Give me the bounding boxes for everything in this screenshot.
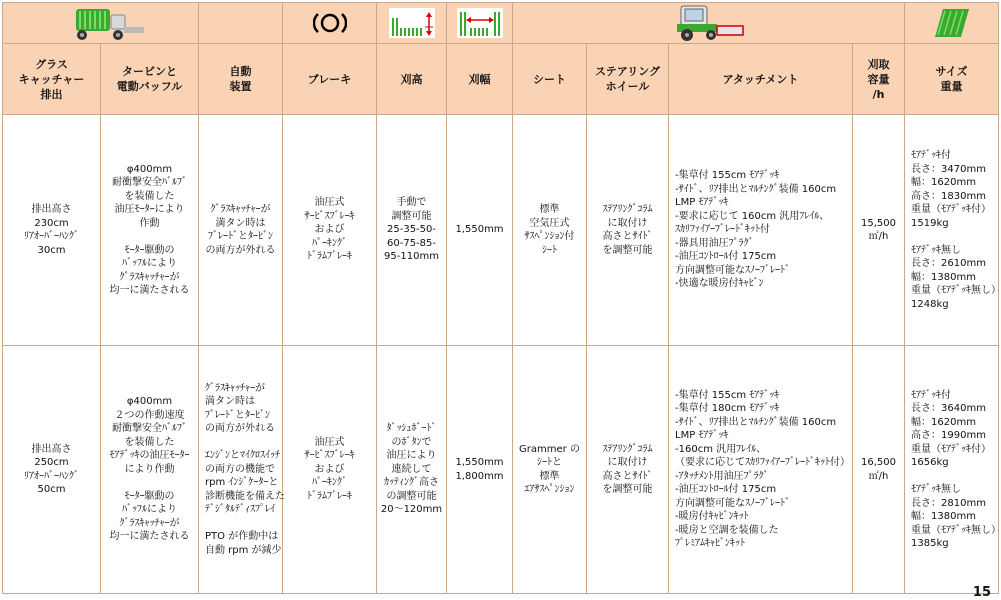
cell-auto: ｸﾞﾗｽｷｬｯﾁｬｰが 満タン時は ﾌﾞﾚｰﾄﾞとﾀｰﾋﾞﾝ の両方が外れる ｴﾝｼﾞﾝとﾏｲｸﾛｽｲｯﾁ の両方の機能で rpm ｲﾝｼﾞｹｰﾀｰと 診断機能を備えた ﾃﾞｼﾞﾀﾙﾃﾞｨｽﾌﾟﾚｲ PTO が作動中は 自動 rpm が減少 bbox=[199, 346, 283, 594]
header-width: 刈幅 bbox=[447, 44, 513, 115]
cell-turbine: φ400mm 耐衝撃安全ﾊﾞﾙﾌﾞ を装備した 油圧ﾓｰﾀｰにより 作動 ﾓｰﾀｰ駆動の ﾊﾞｯﾌﾙにより ｸﾞﾗｽｷｬｯﾁｬｰが 均一に満たされる bbox=[101, 115, 199, 346]
cell-brake: 油圧式 ｻｰﾋﾞｽﾌﾞﾚｰｷ および ﾊﾟｰｷﾝｸﾞ ﾄﾞﾗﾑﾌﾞﾚｰｷ bbox=[283, 115, 377, 346]
cab-tractor-icon bbox=[673, 4, 745, 42]
mower-icon-cell bbox=[3, 3, 199, 44]
grass-field-icon bbox=[933, 7, 971, 39]
header-attachment: アタッチメント bbox=[669, 44, 853, 115]
brake-icon-cell bbox=[283, 3, 377, 44]
header-row bbox=[3, 44, 999, 115]
header-brake: ブレーキ bbox=[283, 44, 377, 115]
header-turbine: タービンと 電動バッフル bbox=[101, 44, 199, 115]
cell-attachment: -集草付 155cm ﾓｱﾃﾞｯｷ -集草付 180cm ﾓｱﾃﾞｯｷ -ｻｲﾄﾞ、ﾘｱ排出とﾏﾙﾁﾝｸﾞ装備 160cm LMP ﾓｱﾃﾞｯｷ -160cm 汎用ﾌﾚｲﾙ、 （要求に応じてｽｶﾘﾌｧｲｱｰﾌﾞﾚｰﾄﾞｷｯﾄ付） -ｱﾀｯﾁﾒﾝﾄ用油圧ﾌﾟﾗｸﾞ -油圧ｺﾝﾄﾛｰﾙ付 175cm 方向調整可能なｽﾉｰﾌﾞﾚｰﾄﾞ -暖房付ｷｬﾋﾞﾝｷｯﾄ -暖房と空調を装備した ﾌﾟﾚﾐｱﾑｷｬﾋﾞﾝｷｯﾄ bbox=[669, 346, 853, 594]
header-height: 刈高 bbox=[377, 44, 447, 115]
grass-mower-icon bbox=[56, 5, 146, 41]
header-auto: 自動 装置 bbox=[199, 44, 283, 115]
cell-steering: ｽﾃｱﾘﾝｸﾞｺﾗﾑ に取付け 高さとｻｲﾄﾞ を調整可能 bbox=[587, 346, 669, 594]
auto-icon-cell bbox=[199, 3, 283, 44]
table-row bbox=[3, 115, 999, 346]
page-number: 15 bbox=[972, 585, 991, 600]
cell-brake: 油圧式 ｻｰﾋﾞｽﾌﾞﾚｰｷ および ﾊﾟｰｷﾝｸﾞ ﾄﾞﾗﾑﾌﾞﾚｰｷ bbox=[283, 346, 377, 594]
cell-steering: ｽﾃｱﾘﾝｸﾞｺﾗﾑ に取付け 高さとｻｲﾄﾞ を調整可能 bbox=[587, 115, 669, 346]
cell-attachment: -集草付 155cm ﾓｱﾃﾞｯｷ -ｻｲﾄﾞ、ﾘｱ排出とﾏﾙﾁﾝｸﾞ装備 160cm LMP ﾓｱﾃﾞｯｷ -要求に応じて 160cm 汎用ﾌﾚｲﾙ、 ｽｶﾘﾌｧｲｱｰﾌﾞﾚｰﾄﾞｷｯﾄ付 -器具用油圧ﾌﾟﾗｸﾞ -油圧ｺﾝﾄﾛｰﾙ付 175cm 方向調整可能なｽﾉｰﾌﾞﾚｰﾄﾞ -快適な暖房付ｷｬﾋﾞﾝ bbox=[669, 115, 853, 346]
cutting-height-icon bbox=[389, 8, 435, 38]
header-seat: シート bbox=[513, 44, 587, 115]
cell-grass-catcher: 排出高さ 250cm ﾘｱｵｰﾊﾞｰﾊﾝｸﾞ 50cm bbox=[3, 346, 101, 594]
cell-size: ﾓｱﾃﾞｯｷ付 長さ：3640mm 幅：1620mm 高さ：1990mm 重量（ﾓｱﾃﾞｯｷ付） 1656kg ﾓｱﾃﾞｯｷ無し 長さ：2810mm 幅：1380mm 重量（ﾓｱﾃﾞｯｷ無し） 1385kg bbox=[905, 346, 999, 594]
width-icon-cell bbox=[447, 3, 513, 44]
cell-size: ﾓｱﾃﾞｯｷ付 長さ：3470mm 幅：1620mm 高さ：1830mm 重量（ﾓｱﾃﾞｯｷ付） 1519kg ﾓｱﾃﾞｯｷ無し 長さ：2610mm 幅：1380mm 重量（ﾓｱﾃﾞｯｷ無し） 1248kg bbox=[905, 115, 999, 346]
brake-disc-icon bbox=[313, 10, 347, 36]
cell-width: 1,550mm bbox=[447, 115, 513, 346]
cell-height: ﾀﾞｯｼｭﾎﾞｰﾄﾞ のﾎﾞﾀﾝで 油圧により 連続して ｶｯﾃｨﾝｸﾞ高さ の調整可能 20～120mm bbox=[377, 346, 447, 594]
cell-width: 1,550mm 1,800mm bbox=[447, 346, 513, 594]
header-steering: ステアリング ホイール bbox=[587, 44, 669, 115]
height-icon-cell bbox=[377, 3, 447, 44]
cell-grass-catcher: 排出高さ 230cm ﾘｱｵｰﾊﾞｰﾊﾝｸﾞ 30cm bbox=[3, 115, 101, 346]
cell-seat: 標準 空気圧式 ｻｽﾍﾟﾝｼｮﾝ付 ｼｰﾄ bbox=[513, 115, 587, 346]
cell-height: 手動で 調整可能 25-35-50- 60-75-85- 95-110mm bbox=[377, 115, 447, 346]
cell-seat: Grammer の ｼｰﾄと 標準 ｴｱｻｽﾍﾟﾝｼｮﾝ bbox=[513, 346, 587, 594]
cell-turbine: φ400mm ２つの作動速度 耐衝撃安全ﾊﾞﾙﾌﾞ を装備した ﾓｱﾃﾞｯｷの油圧ﾓｰﾀｰ により作動 ﾓｰﾀｰ駆動の ﾊﾞｯﾌﾙにより ｸﾞﾗｽｷｬｯﾁｬｰが 均一に満たされる bbox=[101, 346, 199, 594]
icon-row bbox=[3, 3, 999, 44]
header-size: サイズ 重量 bbox=[905, 44, 999, 115]
tractor-icon-cell bbox=[513, 3, 905, 44]
cutting-width-icon bbox=[457, 8, 503, 38]
capacity-icon-cell bbox=[905, 3, 999, 44]
cell-capacity: 15,500 ㎡/h bbox=[853, 115, 905, 346]
cell-auto: ｸﾞﾗｽｷｬｯﾁｬｰが 満タン時は ﾌﾞﾚｰﾄﾞとﾀｰﾋﾞﾝ の両方が外れる bbox=[199, 115, 283, 346]
header-grass-catcher: グラス キャッチャー 排出 bbox=[3, 44, 101, 115]
table-row bbox=[3, 346, 999, 594]
header-capacity: 刈取 容量 /h bbox=[853, 44, 905, 115]
cell-capacity: 16,500 ㎡/h bbox=[853, 346, 905, 594]
spec-table bbox=[2, 2, 999, 594]
